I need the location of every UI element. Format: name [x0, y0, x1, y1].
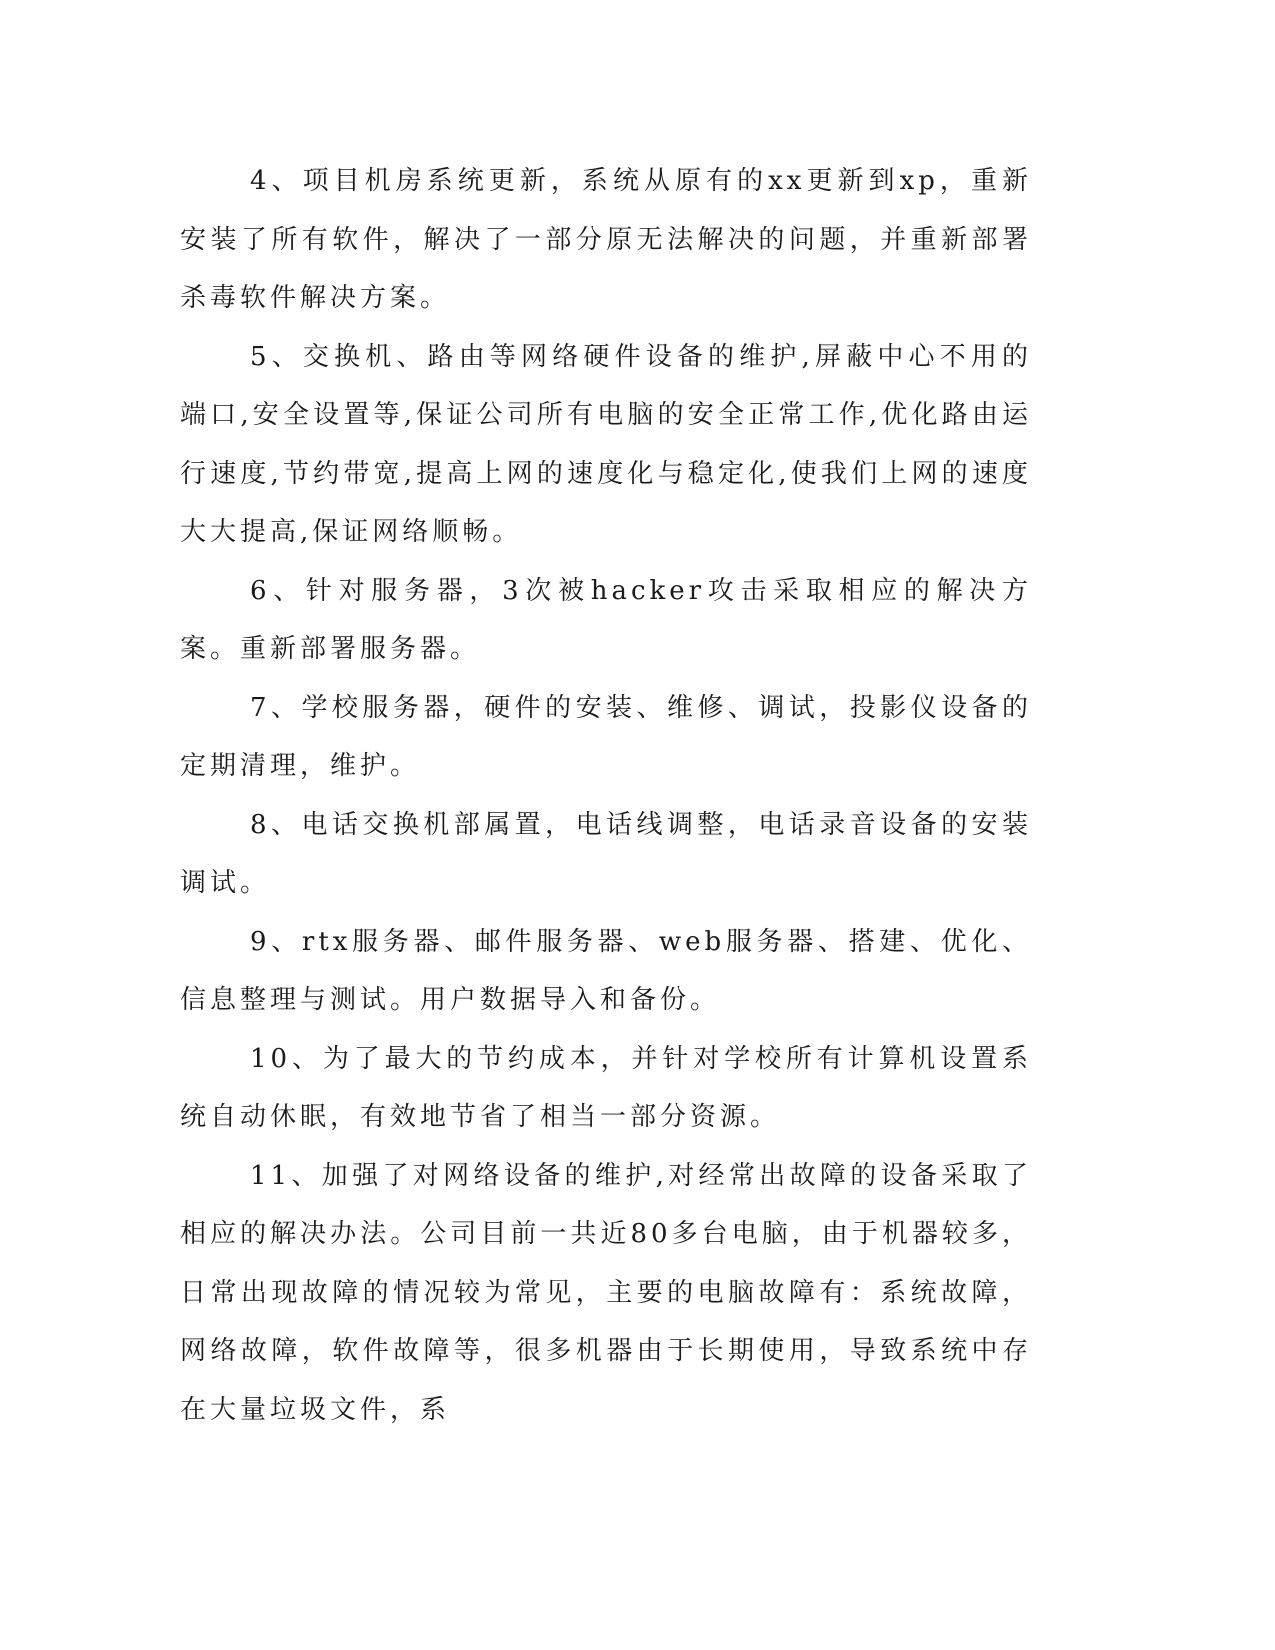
document-body: [180, 152, 1032, 1439]
paragraph-item-10: 10、为了最大的节约成本，并针对学校所有计算机设置系统自动休眠，有效地节省了相当一部分资源。: [180, 1043, 1032, 1132]
paragraph-item-8: 8、电话交换机部属置，电话线调整，电话录音设备的安装调试。: [180, 809, 1032, 898]
paragraph-item-6: 6、针对服务器，3次被hacker攻击采取相应的解决方案。重新部署服务器。: [180, 575, 1032, 664]
paragraph-item-4: 4、项目机房系统更新，系统从原有的xx更新到xp，重新安装了所有软件，解决了一部分原无法解决的问题，并重新部署杀毒软件解决方案。: [180, 166, 1032, 313]
paragraph-item-11: 11、加强了对网络设备的维护,对经常出故障的设备采取了相应的解决办法。公司目前一共近80多台电脑，由于机器较多，日常出现故障的情况较为常见，主要的电脑故障有：系统故障，网络故障，软件故障等，很多机器由于长期使用，导致系统中存在大量垃圾文件，系: [180, 1160, 1032, 1425]
paragraph-item-9: 9、rtx服务器、邮件服务器、web服务器、搭建、优化、信息整理与测试。用户数据导入和备份。: [180, 926, 1032, 1015]
paragraph-item-7: 7、学校服务器，硬件的安装、维修、调试，投影仪设备的定期清理，维护。: [180, 692, 1032, 781]
paragraph-item-5: 5、交换机、路由等网络硬件设备的维护,屏蔽中心不用的端口,安全设置等,保证公司所有电脑的安全正常工作,优化路由运行速度,节约带宽,提高上网的速度化与稳定化,使我们上网的速度大大提高,保证网络顺畅。: [180, 341, 1032, 547]
